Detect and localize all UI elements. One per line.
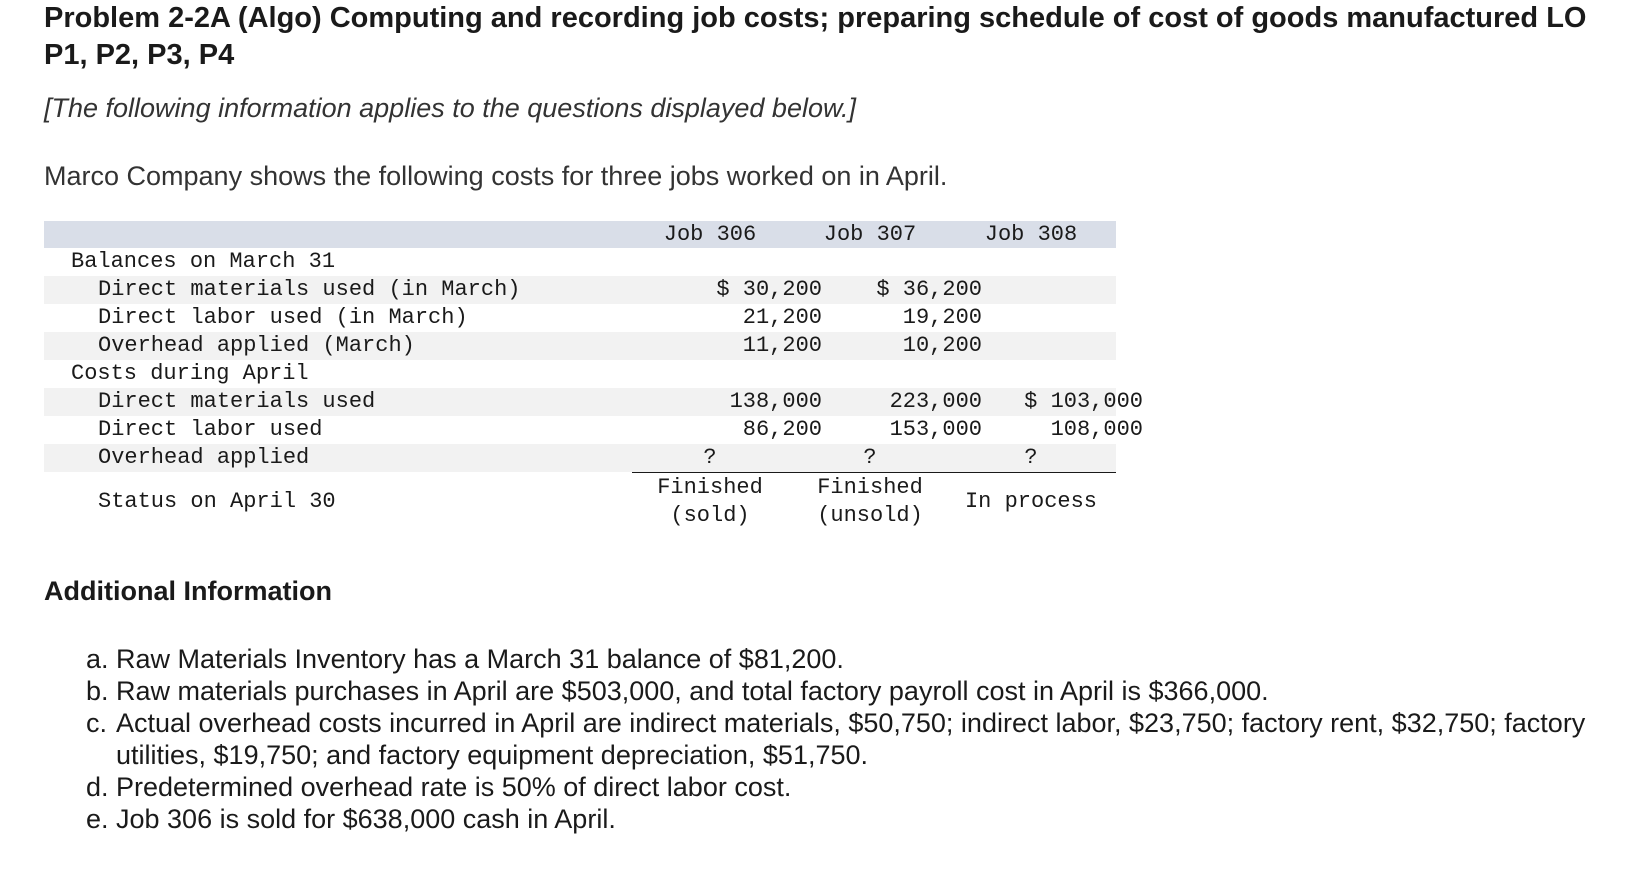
list-marker: a.: [86, 644, 109, 674]
cell-job-306: 138,000: [729, 389, 822, 414]
total-rule: [632, 472, 1116, 473]
list-marker: b.: [86, 676, 109, 706]
row-label: Overhead applied (March): [98, 333, 415, 358]
status-job-308: [951, 488, 1111, 516]
row-label: Direct labor used: [98, 417, 323, 442]
column-header-job-307: Job 307: [823, 222, 917, 247]
row-label: Direct materials used (in March): [98, 277, 521, 302]
list-text: Predetermined overhead rate is 50% of direct labor cost.: [116, 772, 792, 802]
status-job-306: [630, 474, 790, 530]
cell-job-307: ?: [863, 445, 877, 470]
status-line: Finished: [817, 475, 923, 500]
row-label: Direct materials used: [98, 389, 376, 414]
job-cost-table: [44, 221, 1143, 532]
list-marker: e.: [86, 804, 109, 834]
status-line: (sold): [670, 503, 750, 528]
list-item: [86, 643, 1606, 675]
column-header-job-308: Job 308: [984, 222, 1078, 247]
page-title: Problem 2-2A (Algo) Computing and recording job costs; preparing schedule of cost of goods manufactured LO P1, P2, P3, P4: [44, 2, 1587, 71]
list-text: Raw Materials Inventory has a March 31 balance of $81,200.: [116, 644, 844, 674]
cell-job-307: 153,000: [889, 417, 982, 442]
intro-note: [The following information applies to the questions displayed below.]: [44, 93, 856, 123]
table-row: [44, 304, 1116, 332]
cell-job-308: 108,000: [1050, 417, 1143, 442]
row-label: Overhead applied: [98, 445, 310, 470]
cell-job-306: 21,200: [742, 305, 822, 330]
cell-job-307: 223,000: [889, 389, 982, 414]
section-row-april: [44, 360, 1116, 388]
cell-job-307: 19,200: [902, 305, 982, 330]
status-line: In process: [964, 489, 1098, 514]
section-row-balances: [44, 248, 1116, 276]
table-header-row: [44, 221, 1116, 248]
cell-job-307: 10,200: [902, 333, 982, 358]
cell-job-306: 86,200: [742, 417, 822, 442]
cell-job-306: 11,200: [742, 333, 822, 358]
cell-job-307: $ 36,200: [876, 277, 982, 302]
status-row: [44, 472, 1116, 532]
row-label: Direct labor used (in March): [98, 305, 468, 330]
table-row: [44, 388, 1143, 416]
list-item: [86, 803, 1606, 835]
list-item: [86, 771, 1606, 803]
additional-info-heading: Additional Information: [44, 576, 332, 606]
table-row: [44, 276, 1116, 304]
section-label-april: Costs during April: [71, 361, 309, 386]
section-label-balances: Balances on March 31: [71, 249, 336, 274]
cell-job-308: $ 103,000: [1024, 389, 1143, 414]
status-line: Finished: [657, 475, 763, 500]
list-item: [86, 707, 1606, 771]
cell-job-308: ?: [1024, 445, 1038, 470]
status-line: (unsold): [817, 503, 923, 528]
list-marker: d.: [86, 772, 109, 802]
table-row: [44, 332, 1116, 360]
intro-text: Marco Company shows the following costs for three jobs worked on in April.: [44, 161, 948, 191]
list-text: Job 306 is sold for $638,000 cash in April.: [116, 804, 616, 834]
list-item: [86, 675, 1606, 707]
table-row: [44, 444, 1116, 472]
row-label: Status on April 30: [98, 489, 336, 514]
list-marker: c.: [86, 708, 108, 738]
status-job-307: [790, 474, 950, 530]
cell-job-306: $ 30,200: [716, 277, 822, 302]
table-row: [44, 416, 1143, 444]
list-text: Raw materials purchases in April are $503,000, and total factory payroll cost in April is $366,000.: [116, 676, 1269, 706]
list-text: Actual overhead costs incurred in April are indirect materials, $50,750; indirect labor, $23,750; factory rent, $32,750; factory utilities, $19,750; and factory equipment depreciation, $51,750.: [116, 708, 1586, 770]
additional-info-list: [86, 643, 1606, 835]
cell-job-306: ?: [703, 445, 717, 470]
column-header-job-306: Job 306: [663, 222, 757, 247]
